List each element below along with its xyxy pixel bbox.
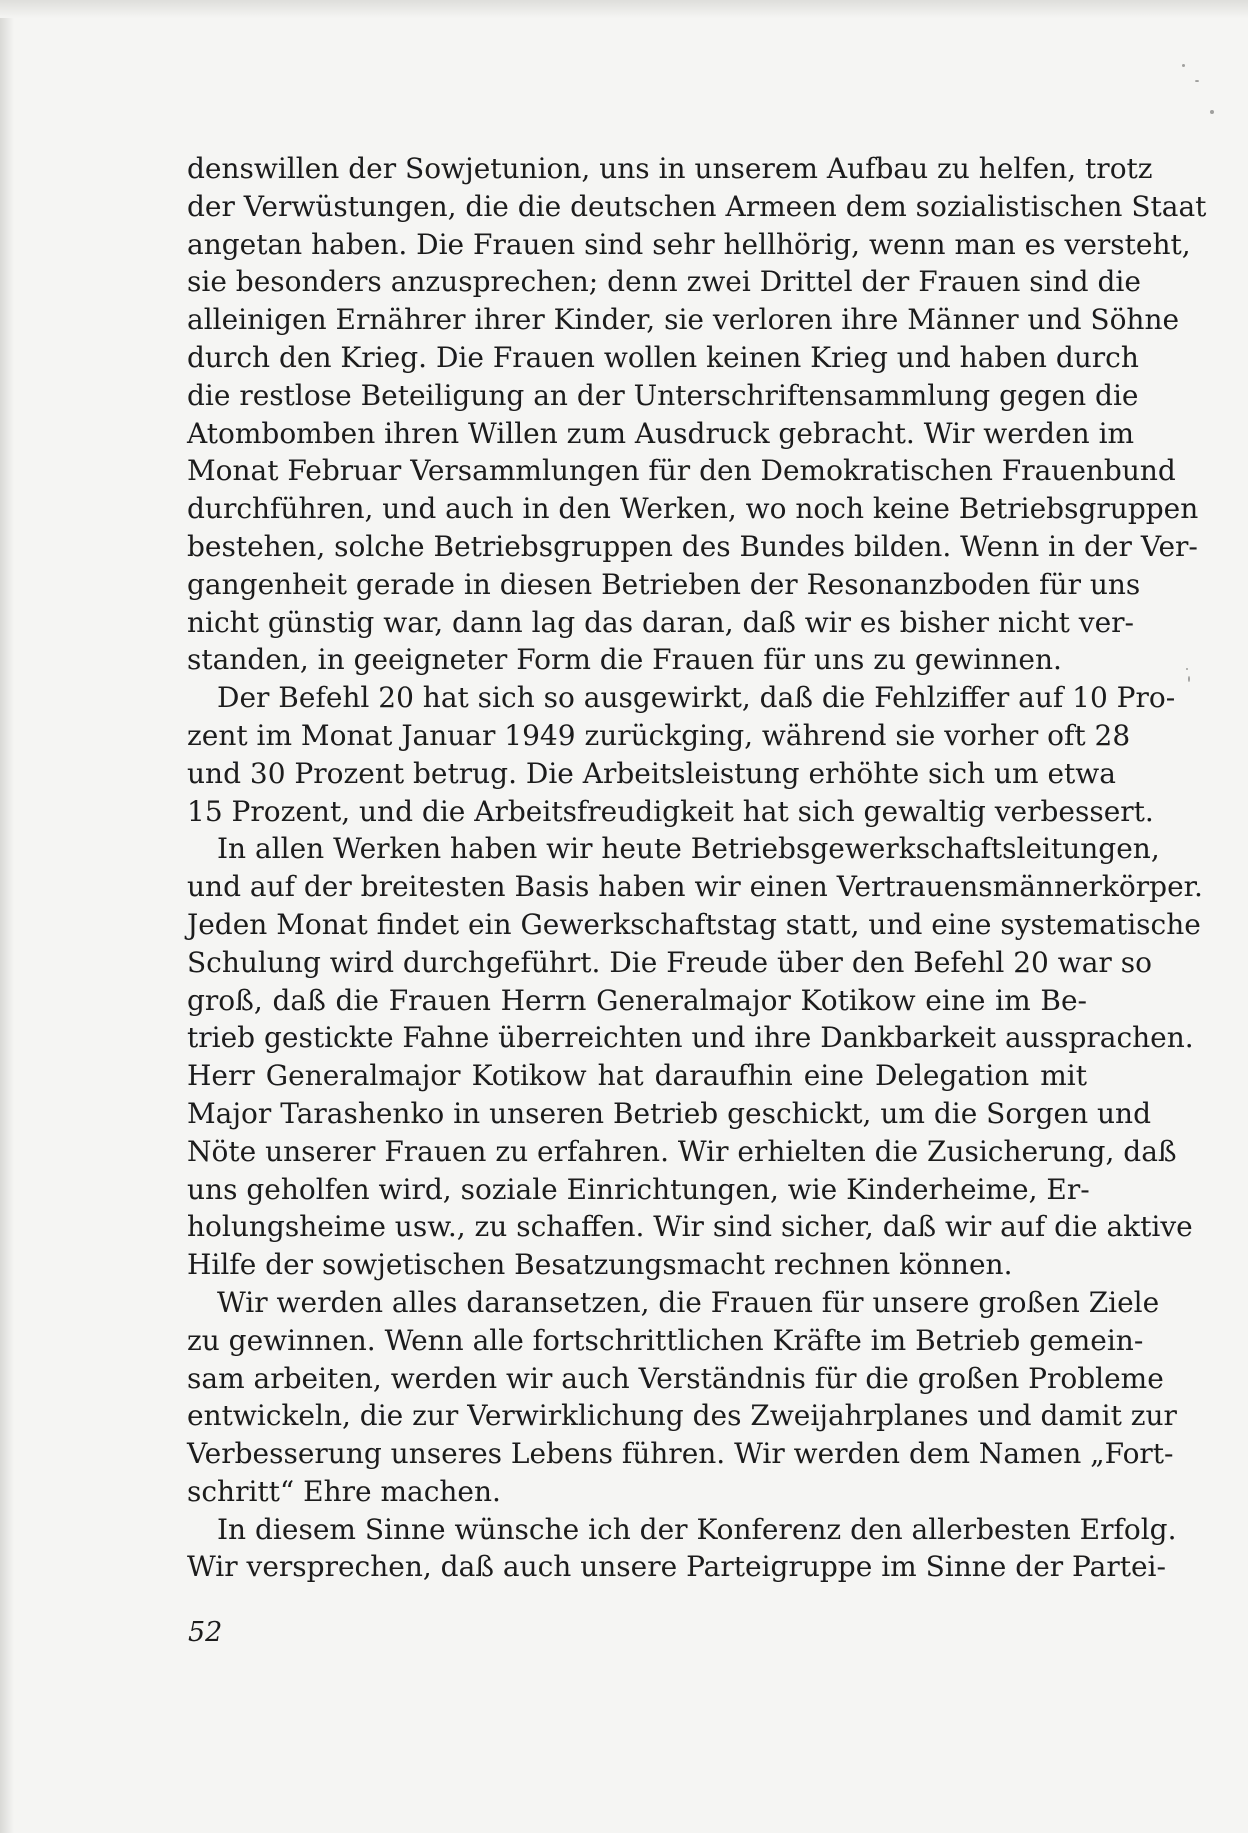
text-line: Hilfe der sowjetischen Besatzungsmacht rechnen können. [187,1248,1013,1282]
text-line: denswillen der Sowjetunion, uns in unserem Aufbau zu helfen, trotz [187,152,1153,185]
text-line: und 30 Prozent betrug. Die Arbeitsleistung erhöhte sich um etwa [187,756,1116,790]
text-line: groß, daß die Frauen Herrn Generalmajor Kotikow eine im Be- [187,983,1087,1017]
text-line: Verbesserung unseres Lebens führen. Wir werden dem Namen „Fort- [187,1437,1174,1471]
text-line: Atombomben ihren Willen zum Ausdruck gebracht. Wir werden im [187,416,1135,450]
text-line: 15 Prozent, und die Arbeitsfreudigkeit hat sich gewaltig verbessert. [187,794,1154,828]
text-line: Schulung wird durchgeführt. Die Freude über den Befehl 20 war so [187,945,1152,979]
text-line: die restlose Beteiligung an der Unterschriftensammlung gegen die [187,378,1139,412]
scan-speck [1195,80,1199,82]
text-line: holungsheime usw., zu schaffen. Wir sind sicher, daß wir auf die aktive [187,1210,1193,1244]
text-line: standen, in geeigneter Form die Frauen für uns zu gewinnen. [187,643,1062,677]
text-line: Major Tarashenko in unseren Betrieb geschickt, um die Sorgen und [187,1096,1152,1130]
text-line: Der Befehl 20 hat sich so ausgewirkt, daß die Fehlziffer auf 10 Pro- [217,681,1176,715]
text-line: In allen Werken haben wir heute Betriebsgewerkschaftsleitungen, [217,832,1160,866]
text-line: uns geholfen wird, soziale Einrichtungen, wie Kinderheime, Er- [187,1172,1090,1206]
text-line: nicht günstig war, dann lag das daran, daß wir es bisher nicht ver- [187,605,1134,639]
text-line: In diesem Sinne wünsche ich der Konferenz den allerbesten Erfolg. [217,1512,1177,1546]
body-text [187,150,1207,1586]
scan-speck [1186,668,1188,670]
text-line: zent im Monat Januar 1949 zurückging, während sie vorher oft 28 [187,718,1131,752]
text-line: angetan haben. Die Frauen sind sehr hellhörig, wenn man es versteht, [187,227,1191,261]
scan-speck [1210,110,1214,114]
scan-speck [1188,676,1190,682]
scan-speck [1182,64,1185,67]
text-line: Monat Februar Versammlungen für den Demokratischen Frauenbund [187,454,1176,488]
page-number: 52 [188,1617,223,1648]
text-line: und auf der breitesten Basis haben wir einen Vertrauensmännerkörper. [187,870,1203,904]
text-line: sam arbeiten, werden wir auch Verständnis für die großen Probleme [187,1361,1164,1395]
text-line: durch den Krieg. Die Frauen wollen keinen Krieg und haben durch [187,340,1139,374]
text-line: sie besonders anzusprechen; denn zwei Drittel der Frauen sind die [187,265,1141,299]
scan-edge-shadow [0,0,14,1833]
text-line: Herr Generalmajor Kotikow hat daraufhin eine Delegation mit [187,1059,1087,1093]
text-line: gangenheit gerade in diesen Betrieben der Resonanzboden für uns [187,567,1141,601]
text-line: trieb gestickte Fahne überreichten und ihre Dankbarkeit aussprachen. [187,1021,1194,1055]
text-line: durchführen, und auch in den Werken, wo noch keine Betriebsgruppen [187,492,1199,526]
text-line: Jeden Monat findet ein Gewerkschaftstag statt, und eine systematische [187,907,1201,941]
text-line: schritt“ Ehre machen. [187,1474,501,1508]
scan-top-shadow [0,0,1248,18]
text-line: der Verwüstungen, die die deutschen Armeen dem sozialistischen Staat [187,189,1207,223]
text-line: Wir versprechen, daß auch unsere Parteigruppe im Sinne der Partei- [187,1550,1166,1584]
text-line: zu gewinnen. Wenn alle fortschrittlichen Kräfte im Betrieb gemein- [187,1323,1144,1357]
text-line: bestehen, solche Betriebsgruppen des Bundes bilden. Wenn in der Ver- [187,529,1198,563]
text-line: entwickeln, die zur Verwirklichung des Zweijahrplanes und damit zur [187,1399,1177,1433]
text-line: Nöte unserer Frauen zu erfahren. Wir erhielten die Zusicherung, daß [187,1134,1177,1168]
text-line: alleinigen Ernährer ihrer Kinder, sie verloren ihre Männer und Söhne [187,303,1180,337]
text-line: Wir werden alles daransetzen, die Frauen für unsere großen Ziele [217,1285,1160,1319]
